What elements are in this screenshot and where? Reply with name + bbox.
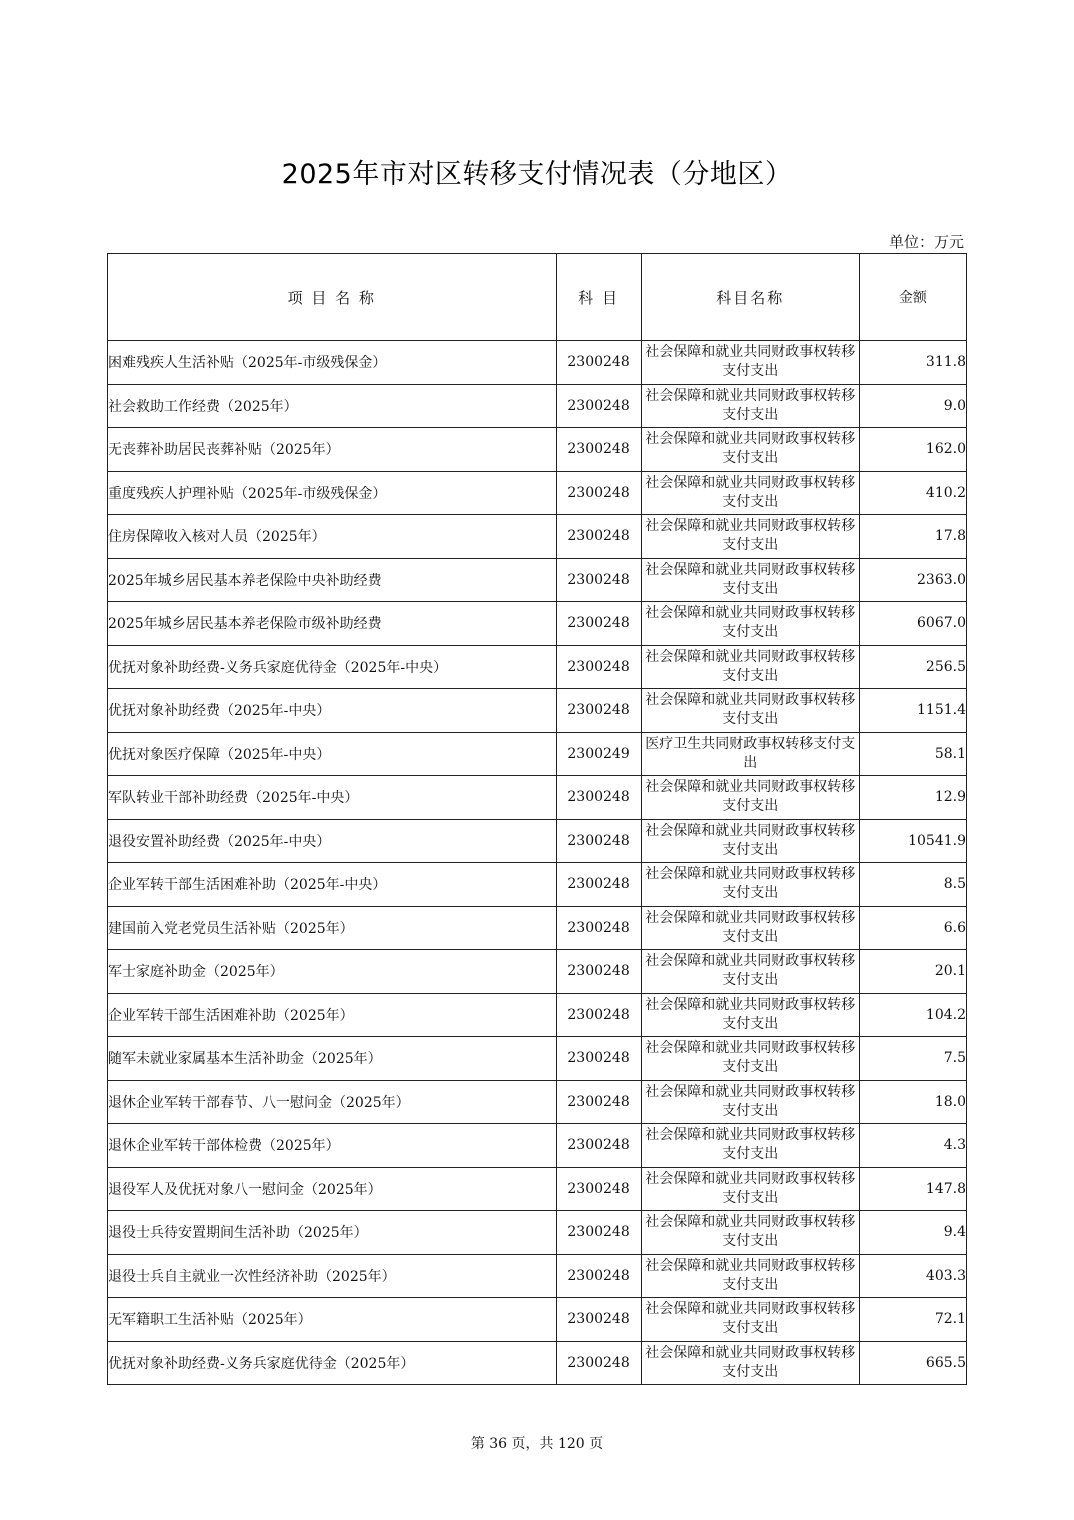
subject-code-cell: 2300248 [556,1254,641,1298]
project-name-cell: 退役士兵待安置期间生活补助（2025年） [108,1211,557,1255]
amount-cell: 147.8 [859,1167,966,1211]
project-name-cell: 优抚对象补助经费-义务兵家庭优待金（2025年） [108,1341,557,1385]
table-header-row [108,254,967,341]
subject-name-cell: 社会保障和就业共同财政事权转移支付支出 [641,1211,859,1255]
subject-name-cell: 社会保障和就业共同财政事权转移支付支出 [641,428,859,472]
project-name-cell: 优抚对象补助经费-义务兵家庭优待金（2025年-中央） [108,645,557,689]
project-name-cell: 社会救助工作经费（2025年） [108,384,557,428]
subject-name-cell: 社会保障和就业共同财政事权转移支付支出 [641,558,859,602]
subject-name-cell: 社会保障和就业共同财政事权转移支付支出 [641,1037,859,1081]
table-row [108,1341,967,1385]
project-name-cell: 退役安置补助经费（2025年-中央） [108,819,557,863]
project-name-cell: 企业军转干部生活困难补助（2025年） [108,993,557,1037]
project-name-cell: 优抚对象补助经费（2025年-中央） [108,689,557,733]
project-name-cell: 无军籍职工生活补贴（2025年） [108,1298,557,1342]
table-row [108,558,967,602]
table-row [108,645,967,689]
project-name-cell: 优抚对象医疗保障（2025年-中央） [108,732,557,776]
table-row [108,384,967,428]
project-name-cell: 军队转业干部补助经费（2025年-中央） [108,776,557,820]
subject-code-cell: 2300248 [556,428,641,472]
amount-cell: 256.5 [859,645,966,689]
subject-name-cell: 医疗卫生共同财政事权转移支付支出 [641,732,859,776]
subject-name-cell: 社会保障和就业共同财政事权转移支付支出 [641,1080,859,1124]
subject-code-cell: 2300248 [556,1167,641,1211]
amount-cell: 8.5 [859,863,966,907]
project-name-cell: 住房保障收入核对人员（2025年） [108,515,557,559]
subject-code-cell: 2300248 [556,1298,641,1342]
table-row [108,993,967,1037]
amount-cell: 7.5 [859,1037,966,1081]
subject-code-cell: 2300248 [556,471,641,515]
project-name-cell: 退役军人及优抚对象八一慰问金（2025年） [108,1167,557,1211]
subject-name-cell: 社会保障和就业共同财政事权转移支付支出 [641,1167,859,1211]
subject-code-cell: 2300248 [556,1211,641,1255]
page-title: 2025年市对区转移支付情况表（分地区） [281,159,793,190]
page-footer: 第 36 页，共 120 页 [470,1436,604,1452]
table-row [108,950,967,994]
subject-name-cell: 社会保障和就业共同财政事权转移支付支出 [641,906,859,950]
subject-code-cell: 2300248 [556,1341,641,1385]
table-row [108,1167,967,1211]
subject-code-cell: 2300248 [556,1037,641,1081]
subject-code-cell: 2300248 [556,689,641,733]
amount-cell: 9.0 [859,384,966,428]
amount-cell: 20.1 [859,950,966,994]
amount-cell: 1151.4 [859,689,966,733]
project-name-cell: 企业军转干部生活困难补助（2025年-中央） [108,863,557,907]
amount-cell: 2363.0 [859,558,966,602]
subject-name-cell: 社会保障和就业共同财政事权转移支付支出 [641,863,859,907]
subject-name-cell: 社会保障和就业共同财政事权转移支付支出 [641,819,859,863]
subject-name-cell: 社会保障和就业共同财政事权转移支付支出 [641,384,859,428]
project-name-cell: 无丧葬补助居民丧葬补贴（2025年） [108,428,557,472]
table-row [108,689,967,733]
project-name-cell: 2025年城乡居民基本养老保险中央补助经费 [108,558,557,602]
subject-name-cell: 社会保障和就业共同财政事权转移支付支出 [641,1254,859,1298]
amount-cell: 4.3 [859,1124,966,1168]
subject-code-cell: 2300248 [556,558,641,602]
table-row [108,1080,967,1124]
table-row [108,1298,967,1342]
table-row [108,863,967,907]
amount-cell: 10541.9 [859,819,966,863]
header-subject-name: 科目名称 [641,254,859,341]
subject-code-cell: 2300248 [556,776,641,820]
transfer-payment-table [107,253,967,1385]
subject-code-cell: 2300248 [556,384,641,428]
amount-cell: 18.0 [859,1080,966,1124]
subject-name-cell: 社会保障和就业共同财政事权转移支付支出 [641,515,859,559]
subject-code-cell: 2300248 [556,1124,641,1168]
subject-name-cell: 社会保障和就业共同财政事权转移支付支出 [641,1124,859,1168]
table-row [108,341,967,385]
table-row [108,776,967,820]
subject-name-cell: 社会保障和就业共同财政事权转移支付支出 [641,645,859,689]
subject-code-cell: 2300249 [556,732,641,776]
table-row [108,1211,967,1255]
amount-cell: 410.2 [859,471,966,515]
amount-cell: 9.4 [859,1211,966,1255]
header-project-name: 项 目 名 称 [108,254,557,341]
table-row [108,428,967,472]
amount-cell: 104.2 [859,993,966,1037]
subject-code-cell: 2300248 [556,645,641,689]
subject-name-cell: 社会保障和就业共同财政事权转移支付支出 [641,776,859,820]
project-name-cell: 随军未就业家属基本生活补助金（2025年） [108,1037,557,1081]
project-name-cell: 退休企业军转干部春节、八一慰问金（2025年） [108,1080,557,1124]
subject-code-cell: 2300248 [556,602,641,646]
table-row [108,602,967,646]
amount-cell: 12.9 [859,776,966,820]
subject-code-cell: 2300248 [556,950,641,994]
project-name-cell: 军士家庭补助金（2025年） [108,950,557,994]
amount-cell: 162.0 [859,428,966,472]
header-subject-code: 科 目 [556,254,641,341]
amount-cell: 6067.0 [859,602,966,646]
subject-name-cell: 社会保障和就业共同财政事权转移支付支出 [641,950,859,994]
table-row [108,515,967,559]
project-name-cell: 2025年城乡居民基本养老保险市级补助经费 [108,602,557,646]
table-row [108,1037,967,1081]
subject-code-cell: 2300248 [556,515,641,559]
project-name-cell: 退休企业军转干部体检费（2025年） [108,1124,557,1168]
subject-name-cell: 社会保障和就业共同财政事权转移支付支出 [641,471,859,515]
amount-cell: 665.5 [859,1341,966,1385]
subject-code-cell: 2300248 [556,906,641,950]
project-name-cell: 重度残疾人护理补贴（2025年-市级残保金） [108,471,557,515]
amount-cell: 403.3 [859,1254,966,1298]
subject-code-cell: 2300248 [556,863,641,907]
amount-cell: 311.8 [859,341,966,385]
subject-name-cell: 社会保障和就业共同财政事权转移支付支出 [641,1341,859,1385]
table-row [108,906,967,950]
table-row [108,471,967,515]
table-row [108,732,967,776]
subject-code-cell: 2300248 [556,1080,641,1124]
amount-cell: 58.1 [859,732,966,776]
unit-label: 单位：万元 [888,233,964,251]
table-row [108,819,967,863]
table-row [108,1254,967,1298]
project-name-cell: 建国前入党老党员生活补贴（2025年） [108,906,557,950]
header-amount: 金额 [859,254,966,341]
subject-code-cell: 2300248 [556,341,641,385]
subject-name-cell: 社会保障和就业共同财政事权转移支付支出 [641,1298,859,1342]
table-body [108,341,967,1385]
subject-name-cell: 社会保障和就业共同财政事权转移支付支出 [641,602,859,646]
subject-name-cell: 社会保障和就业共同财政事权转移支付支出 [641,341,859,385]
subject-name-cell: 社会保障和就业共同财政事权转移支付支出 [641,993,859,1037]
amount-cell: 6.6 [859,906,966,950]
project-name-cell: 困难残疾人生活补贴（2025年-市级残保金） [108,341,557,385]
project-name-cell: 退役士兵自主就业一次性经济补助（2025年） [108,1254,557,1298]
subject-code-cell: 2300248 [556,993,641,1037]
subject-code-cell: 2300248 [556,819,641,863]
table-row [108,1124,967,1168]
subject-name-cell: 社会保障和就业共同财政事权转移支付支出 [641,689,859,733]
amount-cell: 72.1 [859,1298,966,1342]
amount-cell: 17.8 [859,515,966,559]
